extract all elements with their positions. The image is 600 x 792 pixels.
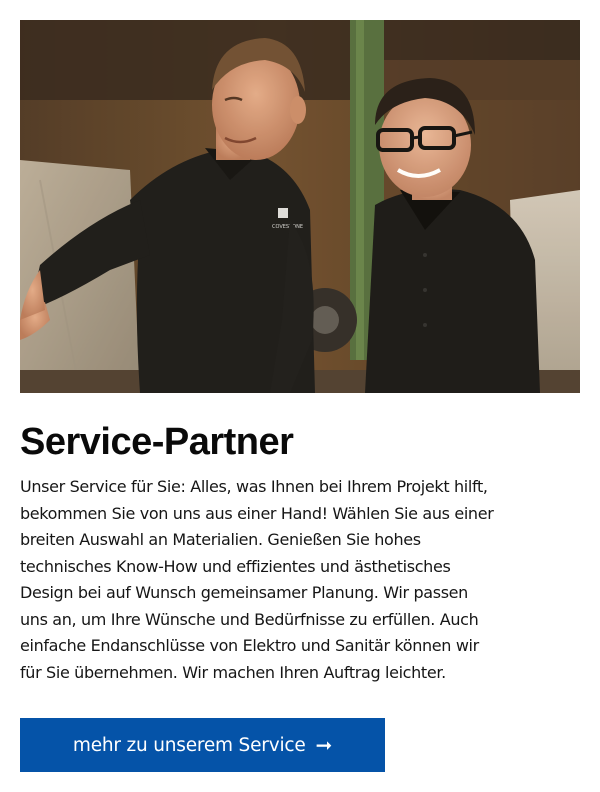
description-line: einfache Endanschlüsse von Elektro und Sanitär können wir — [20, 636, 479, 655]
hero-photo-illustration — [20, 20, 580, 393]
description-line: technisches Know-How und effizientes und ästhetisches — [20, 556, 451, 576]
description-line: Unser Service für Sie: Alles, was Ihnen bei Ihrem Projekt hilft, — [20, 477, 488, 496]
description-line: Design bei auf Wunsch gemeinsamer Planung. Wir passen — [20, 583, 468, 602]
more-service-button[interactable] — [20, 718, 385, 772]
hero-image — [20, 20, 580, 393]
description-line: breiten Auswahl an Materialien. Genießen Sie hohes — [20, 530, 421, 549]
arrow-right-icon: ➞ — [315, 733, 333, 757]
more-service-button-label: mehr zu unserem Service — [72, 734, 306, 756]
section-title: Service-Partner — [20, 421, 294, 463]
description-line: bekommen Sie von uns aus einer Hand! Wählen Sie aus einer — [20, 503, 494, 523]
description-line: für Sie übernehmen. Wir machen Ihren Auftrag leichter. — [20, 662, 446, 682]
description-line: uns an, um Ihre Wünsche und Bedürfnisse zu erfüllen. Auch — [20, 609, 479, 629]
shirt-logo-text: COVESTONE — [272, 224, 303, 230]
section-description — [20, 474, 582, 686]
